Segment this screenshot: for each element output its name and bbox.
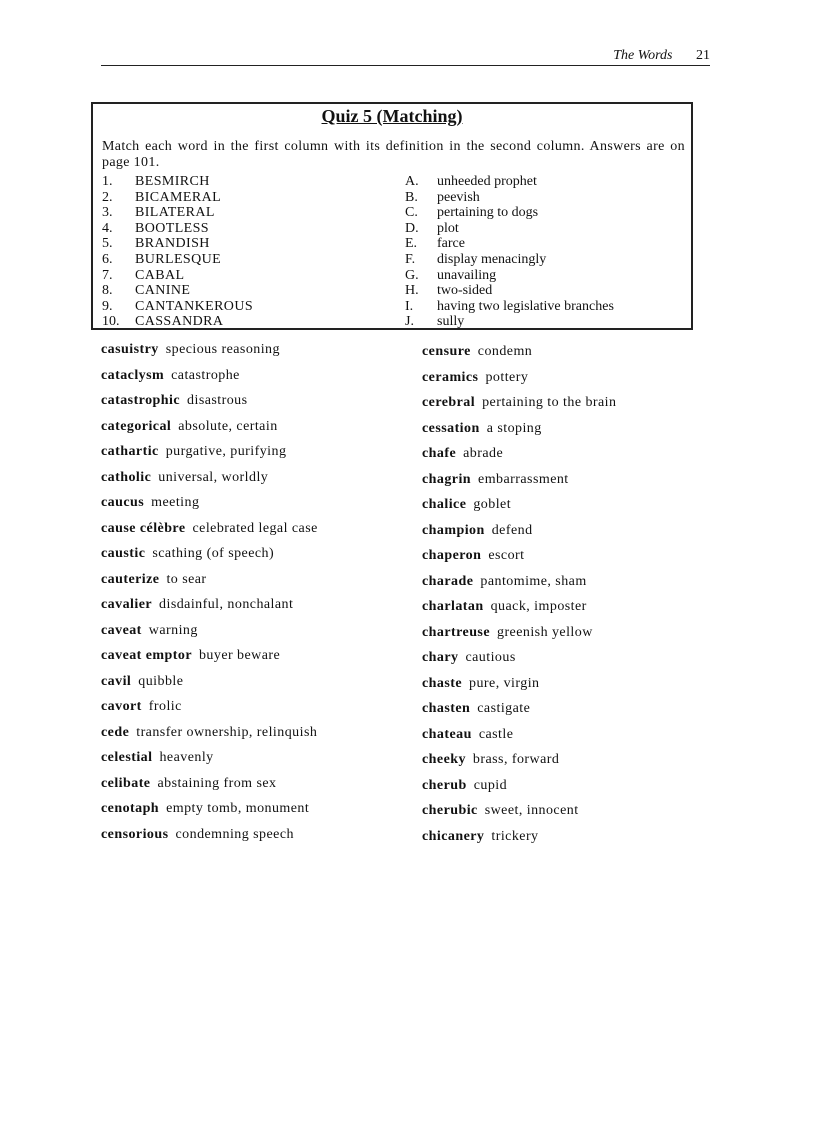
quiz-item-word: BOOTLESS bbox=[135, 220, 209, 236]
entry-definition: pure, virgin bbox=[469, 675, 540, 691]
entry-definition: pertaining to the brain bbox=[482, 395, 617, 410]
glossary-entry bbox=[422, 522, 616, 548]
quiz-item-number: 2. bbox=[102, 189, 113, 205]
entry-definition: condemn bbox=[477, 344, 533, 359]
quiz-item-word: BILATERAL bbox=[135, 205, 215, 221]
entry-term: celibate bbox=[101, 775, 151, 791]
quiz-item-word: BESMIRCH bbox=[135, 174, 210, 189]
glossary-entry bbox=[422, 445, 616, 471]
entry-term: catholic bbox=[101, 469, 152, 485]
entry-term: cheeky bbox=[422, 752, 466, 767]
quiz-item-definition: two-sided bbox=[437, 283, 493, 299]
glossary-entry bbox=[422, 700, 616, 726]
glossary-entry bbox=[422, 649, 616, 675]
entry-term: cherubic bbox=[422, 803, 478, 818]
quiz-row bbox=[93, 252, 691, 268]
glossary-right-column bbox=[422, 343, 616, 853]
entry-definition: greenish yellow bbox=[497, 624, 593, 640]
glossary-entry bbox=[422, 369, 616, 395]
quiz-item-letter: I. bbox=[405, 298, 414, 314]
glossary-entry bbox=[101, 622, 318, 648]
glossary-entry bbox=[101, 596, 318, 622]
quiz-item-letter: B. bbox=[405, 189, 418, 205]
entry-term: catastrophic bbox=[101, 393, 181, 408]
quiz-item-definition: unheeded prophet bbox=[437, 174, 537, 189]
entry-term: chafe bbox=[422, 446, 457, 461]
quiz-row bbox=[93, 221, 691, 237]
entry-definition: scathing (of speech) bbox=[152, 546, 275, 561]
glossary-entry bbox=[422, 726, 616, 752]
entry-term: cauterize bbox=[101, 571, 160, 587]
entry-definition: disastrous bbox=[187, 393, 248, 408]
glossary-entry bbox=[422, 343, 616, 369]
entry-term: cataclysm bbox=[101, 367, 165, 383]
entry-term: cavalier bbox=[101, 597, 153, 612]
quiz-item-definition: unavailing bbox=[437, 267, 497, 283]
entry-definition: heavenly bbox=[159, 750, 214, 765]
quiz-item-number: 10. bbox=[102, 314, 120, 330]
entry-definition: to sear bbox=[166, 571, 207, 587]
quiz-row bbox=[93, 236, 691, 252]
glossary-entry bbox=[101, 800, 318, 826]
quiz-item-word: CANTANKEROUS bbox=[135, 298, 254, 314]
glossary-entry bbox=[101, 698, 318, 724]
entry-definition: purgative, purifying bbox=[165, 444, 287, 459]
quiz-item-word: CABAL bbox=[135, 267, 185, 283]
quiz-item-letter: A. bbox=[405, 174, 419, 189]
glossary-entry bbox=[101, 775, 318, 801]
glossary-entry bbox=[101, 826, 318, 852]
entry-term: caucus bbox=[101, 495, 145, 510]
glossary-entry bbox=[101, 341, 318, 367]
quiz-item-number: 1. bbox=[102, 174, 113, 189]
quiz-item-definition: peevish bbox=[437, 189, 480, 205]
glossary-entry bbox=[101, 724, 318, 750]
quiz-item-word: CASSANDRA bbox=[135, 314, 224, 330]
quiz-item-letter: C. bbox=[405, 205, 418, 221]
entry-definition: universal, worldly bbox=[158, 469, 269, 485]
quiz-title: Quiz 5 (Matching) bbox=[321, 106, 463, 126]
entry-term: charlatan bbox=[422, 599, 484, 614]
quiz-item-definition: sully bbox=[437, 314, 465, 330]
glossary-entry bbox=[101, 571, 318, 597]
quiz-item-letter: J. bbox=[405, 314, 414, 330]
entry-term: caustic bbox=[101, 546, 146, 561]
quiz-item-definition: farce bbox=[437, 236, 465, 252]
entry-definition: empty tomb, monument bbox=[166, 801, 310, 816]
section-title: The Words bbox=[613, 48, 673, 63]
entry-term: chary bbox=[422, 650, 459, 665]
entry-definition: brass, forward bbox=[472, 752, 560, 767]
glossary-entry bbox=[101, 367, 318, 393]
entry-term: charade bbox=[422, 573, 474, 589]
entry-definition: absolute, certain bbox=[178, 418, 278, 434]
entry-term: chateau bbox=[422, 726, 472, 742]
quiz-row bbox=[93, 190, 691, 206]
glossary-entry bbox=[422, 598, 616, 624]
quiz-instructions: Match each word in the first column with its definition in the second column. Answers are on page 101. bbox=[102, 139, 685, 170]
entry-term: cerebral bbox=[422, 395, 476, 410]
glossary-entry bbox=[101, 469, 318, 495]
entry-definition: a stoping bbox=[486, 420, 542, 436]
glossary-entry bbox=[422, 828, 616, 854]
entry-term: cede bbox=[101, 724, 130, 740]
page-header bbox=[101, 48, 710, 66]
glossary-left-column bbox=[101, 341, 318, 851]
glossary-entry bbox=[101, 673, 318, 699]
entry-term: cenotaph bbox=[101, 801, 160, 816]
quiz-row bbox=[93, 268, 691, 284]
entry-definition: escort bbox=[488, 548, 525, 563]
entry-term: categorical bbox=[101, 418, 172, 434]
quiz-item-word: BURLESQUE bbox=[135, 251, 222, 267]
quiz-item-definition: display menacingly bbox=[437, 251, 547, 267]
glossary-entry bbox=[422, 547, 616, 573]
entry-definition: embarrassment bbox=[478, 471, 569, 487]
glossary-entry bbox=[101, 418, 318, 444]
entry-term: censure bbox=[422, 344, 471, 359]
entry-definition: catastrophe bbox=[171, 367, 240, 383]
glossary-entry bbox=[422, 420, 616, 446]
quiz-item-letter: H. bbox=[405, 283, 419, 299]
entry-definition: castle bbox=[478, 726, 514, 742]
entry-definition: cupid bbox=[473, 777, 508, 793]
quiz-row bbox=[93, 174, 691, 190]
quiz-row bbox=[93, 299, 691, 315]
entry-term: cherub bbox=[422, 777, 467, 793]
entry-definition: abrade bbox=[463, 446, 504, 461]
entry-term: caveat emptor bbox=[101, 648, 192, 663]
entry-definition: specious reasoning bbox=[165, 342, 280, 357]
entry-definition: transfer ownership, relinquish bbox=[136, 724, 318, 740]
entry-term: casuistry bbox=[101, 342, 159, 357]
quiz-row bbox=[93, 205, 691, 221]
entry-definition: castigate bbox=[477, 701, 531, 716]
entry-term: chicanery bbox=[422, 828, 485, 844]
entry-definition: buyer beware bbox=[198, 648, 281, 663]
quiz-item-number: 6. bbox=[102, 251, 113, 267]
quiz-item-letter: E. bbox=[405, 236, 418, 252]
entry-term: caveat bbox=[101, 622, 142, 638]
glossary-entry bbox=[422, 573, 616, 599]
entry-term: chasten bbox=[422, 701, 471, 716]
entry-term: chartreuse bbox=[422, 624, 490, 640]
entry-term: champion bbox=[422, 522, 485, 538]
quiz-item-definition: having two legislative branches bbox=[437, 298, 614, 314]
entry-definition: disdainful, nonchalant bbox=[159, 597, 294, 612]
glossary-entry bbox=[101, 545, 318, 571]
glossary-entry bbox=[101, 443, 318, 469]
glossary-entry bbox=[101, 494, 318, 520]
page-number: 21 bbox=[696, 48, 710, 63]
quiz-item-definition: plot bbox=[437, 220, 459, 236]
quiz-item-letter: G. bbox=[405, 267, 419, 283]
entry-definition: frolic bbox=[148, 699, 182, 714]
glossary-entry bbox=[422, 496, 616, 522]
entry-term: cavil bbox=[101, 673, 132, 689]
glossary-entry bbox=[101, 520, 318, 546]
quiz-item-letter: D. bbox=[405, 220, 419, 236]
entry-term: cavort bbox=[101, 699, 142, 714]
entry-definition: pottery bbox=[485, 369, 529, 385]
entry-definition: cautious bbox=[465, 650, 516, 665]
entry-definition: trickery bbox=[491, 828, 539, 844]
quiz-list bbox=[93, 174, 691, 330]
entry-definition: goblet bbox=[473, 497, 512, 512]
quiz-item-number: 5. bbox=[102, 236, 113, 252]
entry-definition: condemning speech bbox=[175, 826, 294, 842]
entry-definition: celebrated legal case bbox=[192, 520, 318, 536]
entry-definition: abstaining from sex bbox=[157, 775, 277, 791]
entry-term: celestial bbox=[101, 750, 153, 765]
entry-term: cessation bbox=[422, 420, 480, 436]
glossary-entry bbox=[422, 802, 616, 828]
quiz-item-word: BRANDISH bbox=[135, 236, 210, 252]
entry-term: chaperon bbox=[422, 548, 482, 563]
quiz-item-letter: F. bbox=[405, 251, 416, 267]
quiz-item-definition: pertaining to dogs bbox=[437, 205, 539, 221]
quiz-item-number: 3. bbox=[102, 205, 113, 221]
entry-term: cathartic bbox=[101, 444, 159, 459]
entry-term: censorious bbox=[101, 826, 169, 842]
entry-definition: quibble bbox=[138, 673, 184, 689]
quiz-item-word: CANINE bbox=[135, 283, 191, 299]
glossary-entry bbox=[101, 749, 318, 775]
quiz-item-number: 8. bbox=[102, 283, 113, 299]
glossary-entry bbox=[422, 471, 616, 497]
entry-definition: sweet, innocent bbox=[484, 803, 579, 818]
glossary-entry bbox=[101, 392, 318, 418]
entry-term: chaste bbox=[422, 675, 463, 691]
quiz-row bbox=[93, 314, 691, 330]
entry-term: ceramics bbox=[422, 369, 479, 385]
entry-definition: meeting bbox=[151, 495, 200, 510]
entry-term: chagrin bbox=[422, 471, 472, 487]
glossary-entry bbox=[422, 675, 616, 701]
quiz-item-word: BICAMERAL bbox=[135, 189, 222, 205]
glossary-entry bbox=[101, 647, 318, 673]
quiz-row bbox=[93, 283, 691, 299]
entry-term: cause célèbre bbox=[101, 520, 186, 536]
glossary-entry bbox=[422, 777, 616, 803]
entry-definition: defend bbox=[491, 522, 533, 538]
quiz-box bbox=[91, 102, 693, 330]
entry-definition: pantomime, sham bbox=[480, 573, 587, 589]
glossary-entry bbox=[422, 394, 616, 420]
quiz-item-number: 9. bbox=[102, 298, 113, 314]
quiz-item-number: 4. bbox=[102, 220, 113, 236]
quiz-item-number: 7. bbox=[102, 267, 113, 283]
entry-definition: quack, imposter bbox=[490, 599, 587, 614]
glossary-entry bbox=[422, 624, 616, 650]
entry-term: chalice bbox=[422, 497, 467, 512]
entry-definition: warning bbox=[148, 622, 198, 638]
glossary-entry bbox=[422, 751, 616, 777]
